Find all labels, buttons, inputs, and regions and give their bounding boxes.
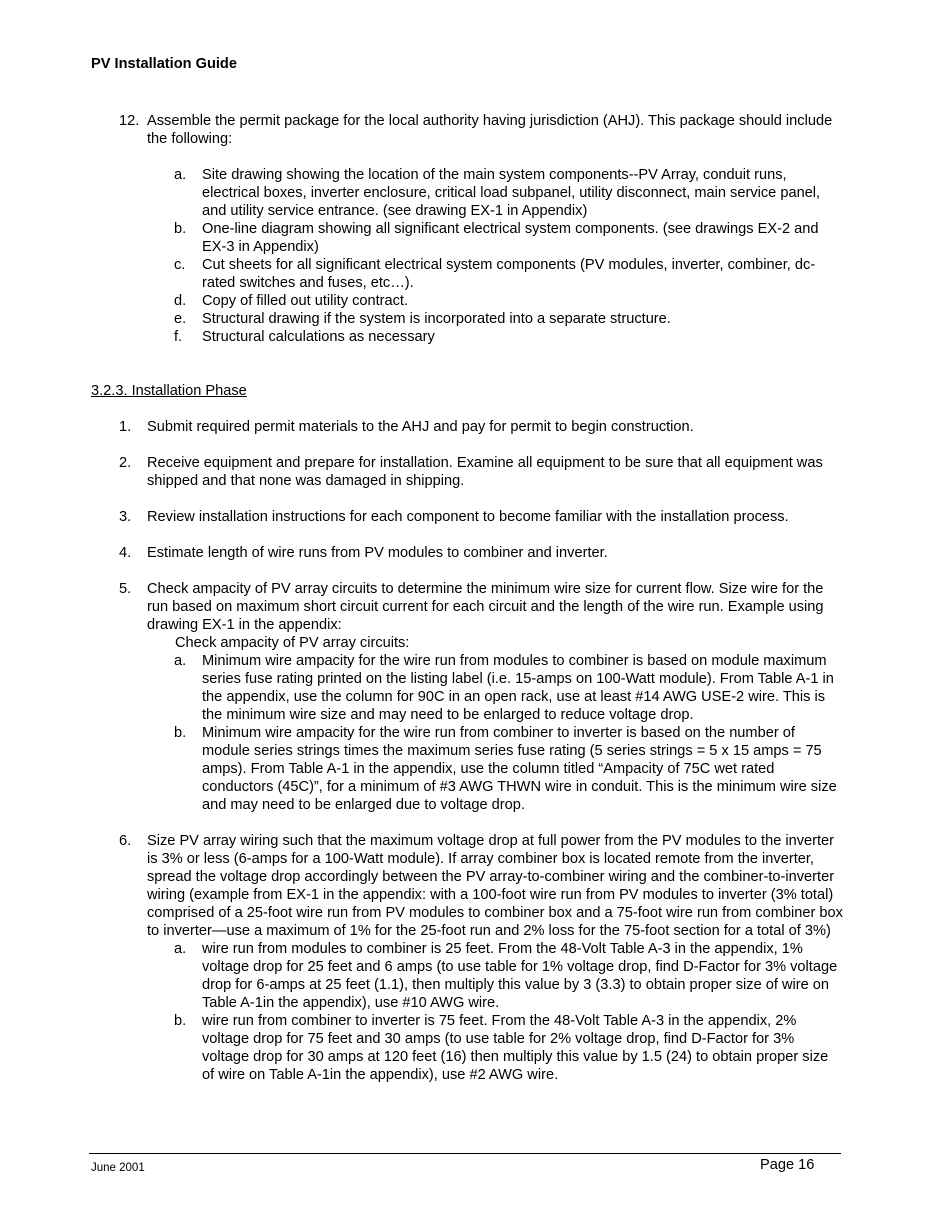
sub-item: f. Structural calculations as necessary [174, 329, 435, 345]
list-item-text: Check ampacity of PV array circuits to determine the minimum wire size for current flow. Size wire for the run based on maximum short circuit current for each circuit and the length of the wire run. Example using drawing EX-1 in the appendix: [147, 581, 824, 633]
list-item-text: Assemble the permit package for the local authority having jurisdiction (AHJ). This package should include the following: [147, 113, 833, 147]
page-header-title: PV Installation Guide [91, 56, 237, 72]
footer-page-number: Page 16 [760, 1157, 815, 1173]
sub-item: a. wire run from modules to combiner is 25 feet. From the 48-Volt Table A-3 in the appendix, 1% voltage drop for 25 feet and 6 amps (to use table for 1% voltage drop, find D-Factor for 3% voltage drop for 6-amps at 25 feet (1.1), then multiply this value by 3 (3.3) to obtain proper size of wire on Table A-1in the appendix), use #10 AWG wire. [174, 941, 838, 1011]
sub-item: c. Cut sheets for all significant electrical system components (PV modules, inverter, combiner, dc-rated switches and fuses, etc…). [174, 257, 816, 291]
sub-item: d. Copy of filled out utility contract. [174, 293, 409, 309]
footer-date: June 2001 [91, 1162, 145, 1174]
ampacity-sublist [91, 652, 843, 814]
list-number: 5. [119, 581, 132, 597]
list-item-1 [91, 418, 843, 436]
sub-item: a. Minimum wire ampacity for the wire run from modules to combiner is based on module maximum series fuse rating printed on the listing label (i.e. 15-amps on 100-Watt module). From Table A-1 in the appendix, use the column for 90C in an open rack, use at least #14 AWG USE-2 wire. This is the minimum wire size and may need to be enlarged to reduce voltage drop. [174, 653, 834, 723]
footer-divider [89, 1153, 841, 1154]
permit-package-sublist [91, 166, 843, 346]
list-number: 3. [119, 509, 132, 525]
list-item-text: Estimate length of wire runs from PV modules to combiner and inverter. [147, 545, 608, 561]
list-number: 12. [119, 113, 140, 129]
list-item-3 [91, 508, 843, 526]
list-item-6 [91, 832, 843, 940]
sub-item: e. Structural drawing if the system is incorporated into a separate structure. [174, 311, 671, 327]
list-item-text: Size PV array wiring such that the maximum voltage drop at full power from the PV modules to the inverter is 3% or less (6-amps for a 100-Watt module). If array combiner box is located remote from the inverter, spread the voltage drop accordingly between the PV array-to-combiner wiring and the combiner-to-inverter wiring (example from EX-1 in the appendix: with a 100-foot wire run from PV modules to inverter (3% total) comprised of a 25-foot wire run from PV modules to combiner box and a 75-foot wire run from combiner box to inverter—use a maximum of 1% for the 25-foot run and 2% loss for the 75-foot section for a total of 3%) [147, 833, 843, 939]
section-title: 3.2.3. Installation Phase [91, 383, 247, 399]
list-item-text: Receive equipment and prepare for installation. Examine all equipment to be sure that all equipment was shipped and that none was damaged in shipping. [147, 455, 823, 489]
list-item-5 [91, 580, 843, 652]
sub-item: b. One-line diagram showing all significant electrical system components. (see drawings EX-2 and EX-3 in Appendix) [174, 221, 819, 255]
voltage-drop-sublist [91, 940, 843, 1084]
sub-item: b. Minimum wire ampacity for the wire run from combiner to inverter is based on the number of module series strings times the maximum series fuse rating (5 series strings = 5 x 15 amps = 75 amps). From Table A-1 in the appendix, use the column titled “Ampacity of 75C wet rated conductors (45C)”, for a minimum of #3 AWG THWN wire in conduit. This is the minimum wire size and may need to be enlarged due to voltage drop. [174, 725, 837, 813]
list-item-4 [91, 544, 843, 562]
list-item-text: Submit required permit materials to the AHJ and pay for permit to begin construction. [147, 419, 694, 435]
list-item-12 [91, 112, 843, 148]
list-number: 2. [119, 455, 132, 471]
list-number: 4. [119, 545, 132, 561]
list-item-2 [91, 454, 843, 490]
check-ampacity-label: Check ampacity of PV array circuits: [175, 635, 410, 651]
page-content [91, 112, 843, 1084]
list-item-text: Review installation instructions for each component to become familiar with the installation process. [147, 509, 789, 525]
sub-item: b. wire run from combiner to inverter is 75 feet. From the 48-Volt Table A-3 in the appendix, 2% voltage drop for 75 feet and 30 amps (to use table for 2% voltage drop, find D-Factor for 3% voltage drop for 30 amps at 120 feet (16) then multiply this value by 1.5 (24) to obtain proper size of wire on Table A-1in the appendix), use #2 AWG wire. [174, 1013, 829, 1083]
list-number: 6. [119, 833, 132, 849]
sub-item: a. Site drawing showing the location of the main system components--PV Array, conduit runs, electrical boxes, inverter enclosure, critical load subpanel, utility disconnect, main service panel, and utility service entrance. (see drawing EX-1 in Appendix) [174, 167, 821, 219]
list-number: 1. [119, 419, 132, 435]
